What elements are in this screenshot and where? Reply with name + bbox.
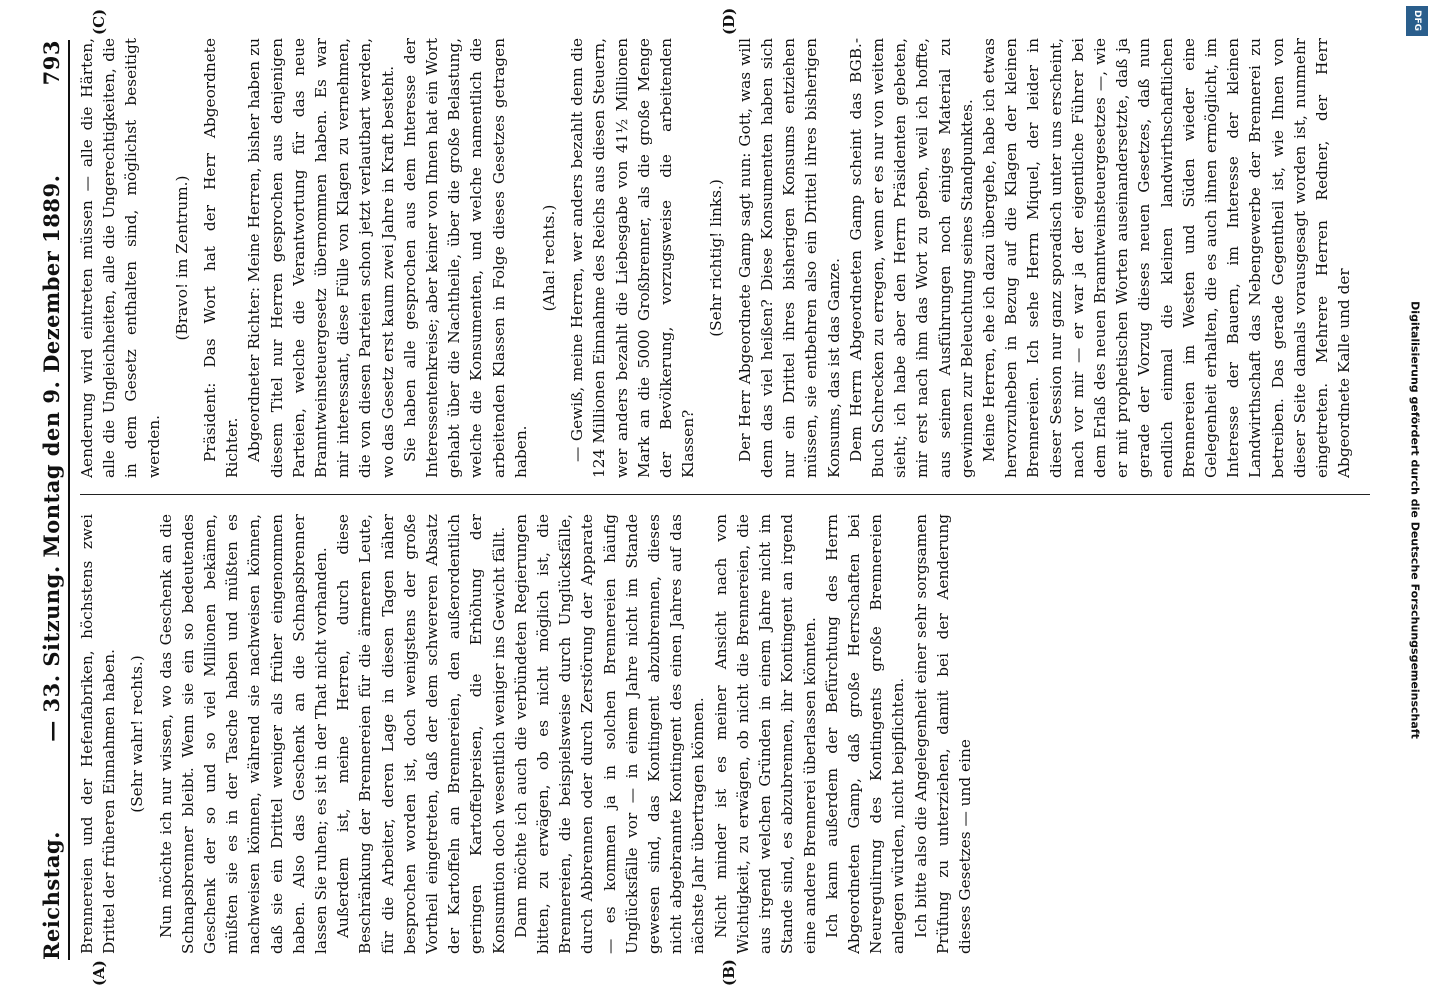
margin-marker-b: (B) bbox=[720, 959, 738, 986]
president-statement: Präsident: Das Wort hat der Herr Abgeordnete Richter. bbox=[201, 38, 242, 478]
paragraph: Nun möchte ich nur wissen, wo das Geschenk an die Schnapsbrenner bleibt. Wenn sie ein so bedeutendes Geschenk der so und so viel Millionen bekämen, müßten sie es in der Tasche haben und müßten es nachweisen können, während sie nachweisen können, daß sie ein Drittel weniger als früher eingenommen haben. Also das Geschenk an die Schnapsbrenner lassen Sie ruhen; es ist in der That nicht vorhanden. bbox=[156, 514, 331, 954]
paragraph: Aenderung wird eintreten müssen — alle die Härten, alle die Ungleichheiten, alle die Ungerechtigkeiten, die in dem Gesetz enthalten sind, möglichst beseitigt werden. bbox=[78, 38, 163, 478]
right-column bbox=[76, 38, 1376, 478]
paragraph: Dem Herrn Abgeordneten Gamp scheint das BGB.-Buch Schrecken zu erregen, wenn er es nur von weitem sieht; ich habe aber den Herrn Präsidenten gebeten, mir erst nach ihm das Wort zu geben, weil ich hoffte, aus seinen Ausführungen noch einiges Material zu gewinnen zur Beleuchtung seines Standpunktes. bbox=[846, 38, 976, 478]
interjection: (Aha! rechts.) bbox=[540, 204, 559, 312]
paragraph: Sie haben alle gesprochen aus dem Interesse der Interessentenkreise; aber keiner von Ihnen hat ein Wort gehabt über die Nachtheile, über die große Belastung, welche die Konsumenten, und welche namentlich die arbeitenden Klassen in Folge dieses Gesetzes getragen haben. bbox=[400, 38, 530, 478]
left-column bbox=[76, 514, 1376, 954]
margin-marker-d: (D) bbox=[720, 7, 738, 35]
credit-text: Digitalisierung gefördert durch die Deutsche Forschungsgemeinschaft bbox=[1408, 301, 1422, 739]
digitization-credit bbox=[1400, 40, 1430, 1000]
margin-marker-c: (C) bbox=[90, 8, 108, 35]
margin-marker-a: (A) bbox=[90, 960, 108, 986]
page-number: 793 bbox=[39, 40, 64, 86]
dfg-logo: DFG bbox=[1406, 6, 1428, 36]
column-divider bbox=[80, 494, 1370, 495]
page-header bbox=[24, 40, 70, 960]
paragraph: Außerdem ist, meine Herren, durch diese Beschränkung der Brennereien für die ärmeren Leute, für die Arbeiter, deren Lage in diesen Tagen näher besprochen worden ist, doch wenigstens der große Vortheil eingetreten, daß der dem schwereren Absatz der Kartoffeln an Brennereien, den außerordentlich geringen Kartoffelpreisen, die Erhöhung der Konsumtion doch wesentlich weniger ins Gewicht fällt. bbox=[334, 514, 508, 954]
paragraph: Dann möchte ich auch die verbündeten Regierungen bitten, zu erwägen, ob es nicht möglich ist, die Brennereien, die beispielsweise durch Unglücksfälle, durch Abbrennen oder durch Zerstörung der Apparate — es kommen ja in solchen Brennereien häufig Unglücksfälle vor — in einem Jahre nicht im Stande gewesen sind, das Kontingent abzubrennen, dieses nicht abgebrannte Kontingent des einen Jahres auf das nächste Jahr übertragen können. bbox=[511, 514, 708, 954]
interjection: (Bravo! im Zentrum.) bbox=[172, 175, 191, 341]
paragraph: — Gewiß, meine Herren, wer anders bezahlt denn die 124 Millionen Einnahme des Reichs aus diesen Steuern, wer anders bezahlt die Liebesgabe von 41½ Millionen Mark an die 5000 Großbrenner, als die große Menge der Bevölkerung, vorzugsweise die arbeitenden Klassen? bbox=[568, 38, 698, 478]
header-title: — 33. Sitzung. Montag den 9. Dezember 1889. bbox=[39, 174, 64, 742]
paragraph: Ich bitte also die Angelegenheit einer sehr sorgsamen Prüfung zu unterziehen, damit bei der Aenderung dieses Gesetzes — und eine bbox=[911, 514, 974, 954]
interjection: (Sehr richtig! links.) bbox=[707, 179, 726, 337]
header-left: Reichstag. bbox=[39, 831, 64, 960]
paragraph: Nicht minder ist es meiner Ansicht nach von Wichtigkeit, zu erwägen, ob nicht die Brennereien, die aus irgend welchen Gründen in einem Jahre nicht im Stande sind, es abzubrennen, ihr Kontingent an irgend eine andere Brennerei überlassen könnten. bbox=[711, 514, 819, 954]
paragraph: Brennereien und der Hefenfabriken, höchstens zwei Drittel der früheren Einnahmen haben. bbox=[78, 514, 119, 954]
paragraph: Meine Herren, ehe ich dazu übergehe, habe ich etwas hervorzuheben in Bezug auf die Klagen der kleinen Brennereien. Ich sehe Herrn Miquel, der leider in dieser Session nur ganz sporadisch unter uns erscheint, nach vor mir — er war ja der eigentliche Führer bei dem Erlaß des neuen Branntweinsteuergesetzes —, wie er mit prophetischen Worten auseinandersetzte, daß ja gerade der Vorzug dieses neuen Gesetzes, daß nun endlich einmal die kleinen landwirthschaftlichen Brennereien im Westen und Süden wieder eine Gelegenheit erhalten, die es auch ihnen ermöglicht, im Interesse der Bauern, im Interesse der kleinen Landwirthschaft das Nebengewerbe der Brennerei zu betreiben. Das gerade Gegentheil ist, wie Ihnen von dieser Seite damals vorausgesagt worden ist, nunmehr eingetreten. Mehrere Herren Redner, der Herr Abgeordnete Kalle und der bbox=[979, 38, 1354, 478]
interjection: (Sehr wahr! rechts.) bbox=[128, 655, 147, 813]
paragraph: Abgeordneter Richter: Meine Herren, bisher haben zu diesem Titel nur Herren gesprochen aus denjenigen Parteien, welche die Verantwortung für das neue Branntweinsteuergesetz übernommen haben. Es war mir interessant, diese Fülle von Klagen zu vernehmen, die von diesen Parteien schon jetzt verlautbart werden, wo das Gesetz erst kaum zwei Jahre in Kraft besteht. bbox=[245, 38, 397, 478]
paragraph: Der Herr Abgeordnete Gamp sagt nun: Gott, was will denn das viel heißen? Diese Konsumenten haben sich nur ein Drittel ihres bisherigen Konsums entziehen müssen, sie entbehren also ein Drittel ihres bisherigen Konsums, das ist das Ganze. bbox=[735, 38, 843, 478]
paragraph: Ich kann außerdem der Befürchtung des Herrn Abgeordneten Gamp, daß große Herrschaften bei Neuregulirung des Kontingents große Brennereien anlegen würden, nicht beipflichten. bbox=[822, 514, 908, 954]
